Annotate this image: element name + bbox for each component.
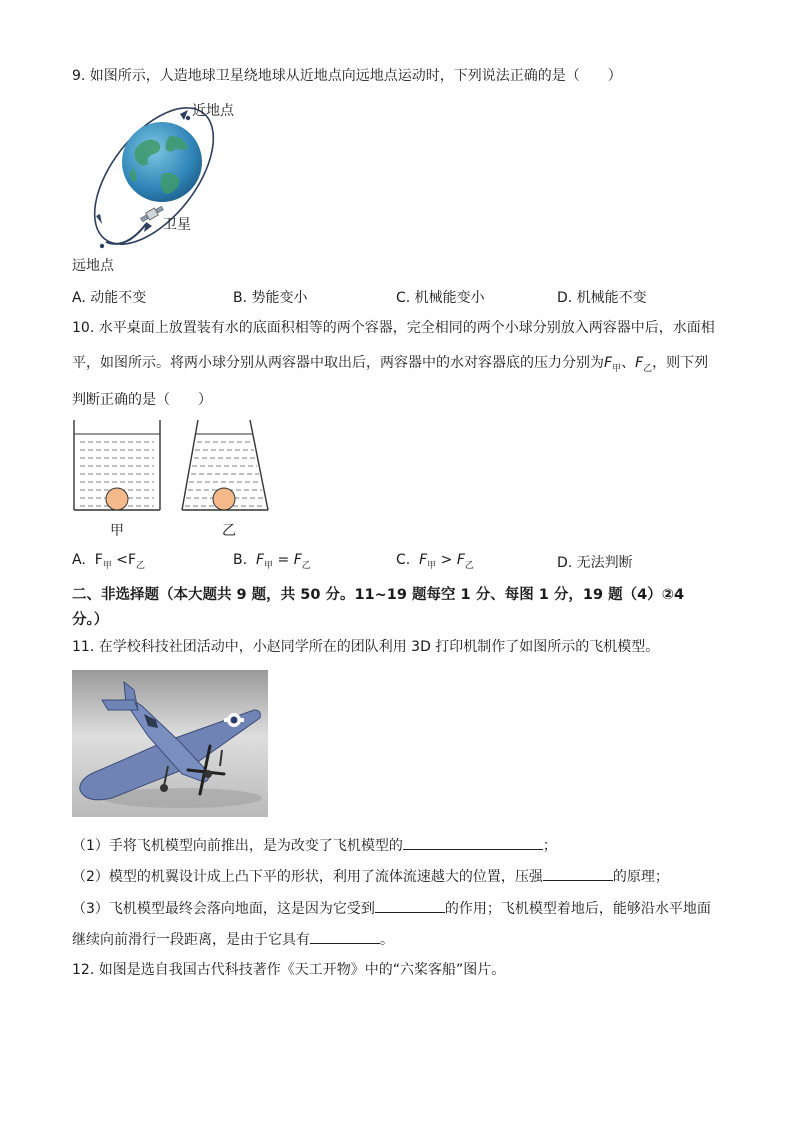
q9-option-c: C. 机械能变小 xyxy=(396,290,485,306)
q10-sep: 、 xyxy=(621,355,636,371)
q12-text: 12. 如图是选自我国古代科技著作《天工开物》中的“六桨客船”图片。 xyxy=(72,962,506,978)
answer-blank-2[interactable] xyxy=(543,866,613,881)
section2-heading-line1: 二、非选择题（本大题共 9 题，共 50 分。11~19 题每空 1 分、每图 1 分，19 题（4）②4 xyxy=(72,587,685,603)
label-perigee: 近地点 xyxy=(192,103,234,119)
opt-c-f1-sub: 甲 xyxy=(427,560,437,571)
q11-part1 xyxy=(72,835,557,856)
q11-part2-end: 的原理； xyxy=(612,869,669,885)
arrow-down-icon xyxy=(96,214,102,224)
q11-part3 xyxy=(72,898,711,919)
label-apogee: 远地点 xyxy=(72,258,114,274)
q10-line1: 10. 水平桌面上放置装有水的底面积相等的两个容器，完全相同的两个小球分别放入两容器中后，水面相 xyxy=(72,320,715,336)
q11-part3-cont-text: 继续向前滑行一段距离，是由于它具有 xyxy=(72,932,310,948)
container-jia xyxy=(74,420,160,510)
opt-b-f2: F xyxy=(293,552,302,568)
opt-c-op: > xyxy=(440,552,453,568)
opt-a-f2-sub: 乙 xyxy=(136,560,146,571)
q10-option-c xyxy=(396,552,474,571)
section2-heading-line2: 分。） xyxy=(72,612,109,628)
label-jia: 甲 xyxy=(110,523,124,539)
opt-b-prefix: B. xyxy=(233,552,248,568)
opt-c-f2-sub: 乙 xyxy=(464,560,474,571)
q11-text: 11. 在学校科技社团活动中，小赵同学所在的团队利用 3D 打印机制作了如图所示的飞机模型。 xyxy=(72,639,660,655)
answer-blank-4[interactable] xyxy=(310,929,380,944)
opt-c-prefix: C. xyxy=(396,552,411,568)
opt-a-f2: F xyxy=(127,552,137,568)
container-yi xyxy=(182,420,268,510)
force-f2-sub: 乙 xyxy=(643,363,653,374)
q10-option-d: D. 无法判断 xyxy=(557,555,633,571)
opt-a-f1: F xyxy=(94,552,103,568)
opt-a-prefix: A. xyxy=(72,552,86,568)
q11-part1-text: （1）手将飞机模型向前推出，是为改变了飞机模型的 xyxy=(72,838,403,854)
ball-jia xyxy=(106,488,128,510)
q11-part3-mid: 的作用；飞机模型着地后，能够沿水平地面 xyxy=(444,901,711,917)
q9-option-b: B. 势能变小 xyxy=(233,290,308,306)
q9-option-a: A. 动能不变 xyxy=(72,290,147,306)
opt-b-f1: F xyxy=(255,552,265,568)
label-yi: 乙 xyxy=(222,523,236,539)
q9-option-d: D. 机械能不变 xyxy=(557,290,647,306)
q10-line3: 判断正确的是（ ） xyxy=(72,392,212,408)
ball-yi xyxy=(213,488,235,510)
answer-blank-3[interactable] xyxy=(375,898,445,913)
satellite-icon xyxy=(140,205,165,224)
force-f1: F xyxy=(604,355,613,371)
opt-c-f1: F xyxy=(419,552,428,568)
q10-line2-end: ，则下列 xyxy=(652,355,709,371)
opt-c-f2: F xyxy=(456,552,465,568)
q9-text: 9. 如图所示，人造地球卫星绕地球从近地点向远地点运动时，下列说法正确的是（ ） xyxy=(72,68,622,84)
force-f1-sub: 甲 xyxy=(612,363,622,374)
airplane-model-image xyxy=(72,670,268,817)
q9-satellite-figure xyxy=(66,96,246,276)
earth-icon xyxy=(122,122,202,202)
q10-containers-figure xyxy=(70,418,275,518)
q11-part3-text: （3）飞机模型最终会落向地面，这是因为它受到 xyxy=(72,901,375,917)
opt-a-f1-sub: 甲 xyxy=(102,560,112,571)
opt-a-op: < xyxy=(116,552,128,568)
opt-b-op: = xyxy=(277,552,290,568)
q10-line2 xyxy=(72,353,708,379)
opt-b-f1-sub: 甲 xyxy=(264,560,274,571)
q11-part3-cont xyxy=(72,929,394,950)
force-f2: F xyxy=(635,355,644,371)
q11-part1-end: ； xyxy=(542,838,557,854)
q11-part3-end: 。 xyxy=(380,932,394,948)
q11-part2-text: （2）模型的机翼设计成上凸下平的形状，利用了流体流速越大的位置，压强 xyxy=(72,869,543,885)
q10-option-b xyxy=(233,552,311,571)
answer-blank-1[interactable] xyxy=(403,835,543,850)
q10-option-a xyxy=(72,552,145,571)
q10-line2-text: 平，如图所示。将两小球分别从两容器中取出后，两容器中的水对容器底的压力分别为 xyxy=(72,355,604,371)
opt-b-f2-sub: 乙 xyxy=(301,560,311,571)
q11-part2 xyxy=(72,866,669,887)
label-satellite: 卫星 xyxy=(163,217,191,233)
